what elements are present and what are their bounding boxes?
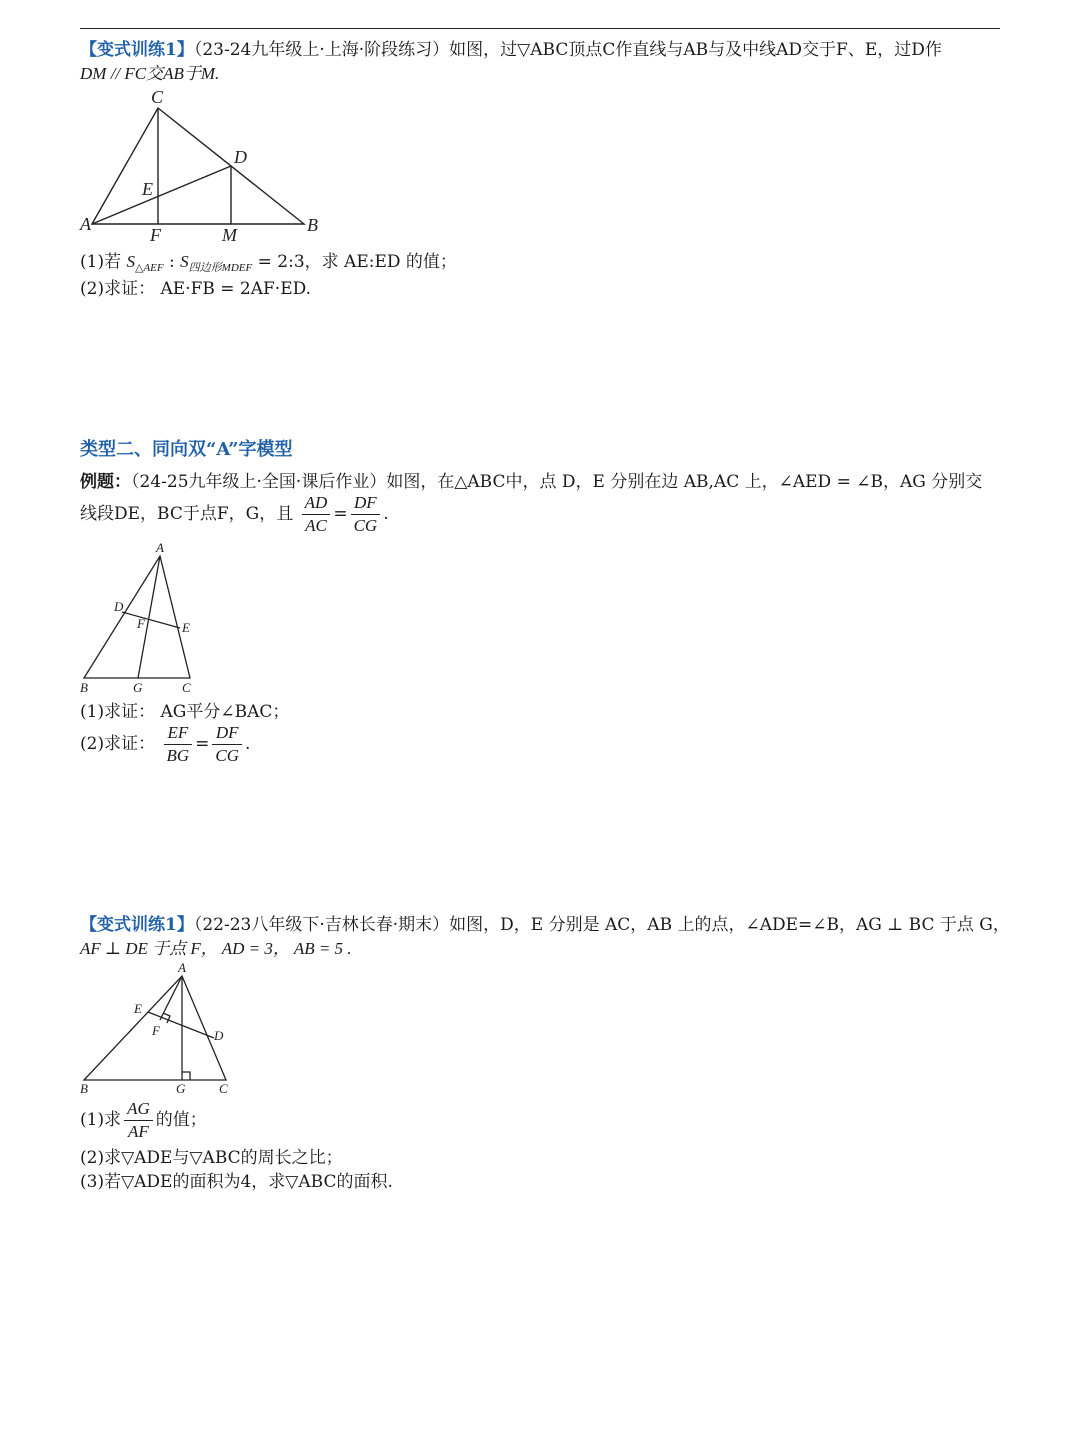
p1-q1-sep: : [169,252,175,272]
p1-label-e: E [142,179,153,199]
p3-text1: 如图，D，E 分别是 AC，AB 上的点，∠ADE=∠B，AG ⊥ BC 于点 G， [449,915,1010,935]
p3-label-e: E [134,1001,142,1016]
p2-label-e: E [182,620,190,635]
p3-label-g: G [176,1081,186,1096]
p1-q1-prefix: (1)若 [80,252,122,272]
p3-line2: AF ⊥ DE 于点 F， AD = 3， AB = 5 . [80,939,352,958]
p3-figure [76,960,246,1100]
p2-label-d: D [114,599,124,614]
p2-frac-ef-bg: $\frac{EF}{BG}$ [164,722,193,767]
p3-frac-ag-af: $\frac{AG}{AF}$ [124,1098,153,1143]
p1-label-c: C [151,87,164,107]
p2-label-c: C [182,680,191,695]
p3-q1-suffix: 的值； [155,1110,207,1130]
p2-source: （24-25九年级上·全国·课后作业） [131,472,387,492]
p3-label-a: A [178,960,186,975]
p2-text2: 线段DE，BC于点F，G，且 [80,504,294,524]
p2-line-de [122,612,180,628]
p3-q2: (2)求▽ADE与▽ABC的周长之比； [80,1148,343,1168]
p2-eq: = [333,504,348,524]
p3-label-d: D [214,1028,224,1043]
p2-label: 例题： [80,472,131,492]
top-rule [80,28,1000,29]
p3-label-f: F [152,1023,160,1038]
p2-q2 [80,722,250,767]
p2-label-a: A [156,540,164,555]
p3-label-b: B [80,1081,88,1096]
p1-line2: DM // FC交AB于M. [80,64,220,83]
p1-label-f: F [150,225,161,245]
p1-q1-s2: S [180,252,189,271]
p2-frac-df-cg: $\frac{DF}{CG}$ [351,492,381,537]
p1-label-m: M [222,225,237,245]
p2-line2 [80,492,389,537]
p2-figure [76,540,216,700]
p1-line1 [80,38,942,62]
p2-text1: 如图，在△ABC中，点 D，E 分别在边 AB,AC 上，∠AED = ∠B，AG 分别交 [386,472,983,492]
p1-tag: 【变式训练1】 [80,40,194,60]
p3-source: （22-23八年级下·吉林长春·期末） [193,915,450,935]
p2-label-b: B [80,680,88,695]
p1-label-d: D [234,147,247,167]
p3-right-angle-g [182,1072,190,1080]
p2-label-g: G [133,680,143,695]
p1-q1 [80,250,457,280]
p2-line1 [80,470,982,494]
p1-q1-suffix: = 2:3，求 AE:ED 的值； [257,252,457,272]
p2-q1: (1)求证： AG平分∠BAC； [80,702,290,722]
p1-q1-s2-sub: 四边形MDEF [188,262,253,274]
p1-figure [78,86,328,246]
p3-q1-prefix: (1)求 [80,1110,122,1130]
p2-label-f: F [137,616,145,631]
p3-label-c: C [219,1081,228,1096]
p2-q2-end: . [245,734,251,754]
p1-q1-s1-sub: △AEF [135,262,164,274]
p3-q1 [80,1098,207,1143]
p2-frac-df-cg-2: $\frac{DF}{CG}$ [212,722,242,767]
p2-q2-prefix: (2)求证： [80,734,156,754]
p1-label-a: A [80,214,91,234]
p3-q3: (3)若▽ADE的面积为4，求▽ABC的面积. [80,1172,393,1192]
p1-text1: 如图，过▽ABC顶点C作直线与AB与及中线AD交于F、E，过D作 [449,40,942,60]
p1-label-b: B [307,215,318,235]
p1-source: （23-24九年级上·上海·阶段练习） [193,40,450,60]
p3-tag: 【变式训练1】 [80,915,194,935]
section2-title: 类型二、同向双“A”字模型 [80,439,293,460]
p2-end: . [383,504,389,524]
p3-line1 [80,913,1010,937]
p1-q2: (2)求证： AE·FB = 2AF·ED. [80,279,312,299]
p1-median-ad [92,166,231,224]
p1-triangle-abc [92,108,304,224]
p1-q1-s1: S [126,252,135,271]
p2-q2-eq: = [195,734,210,754]
p2-frac-ad-ac: $\frac{AD}{AC}$ [302,492,331,537]
